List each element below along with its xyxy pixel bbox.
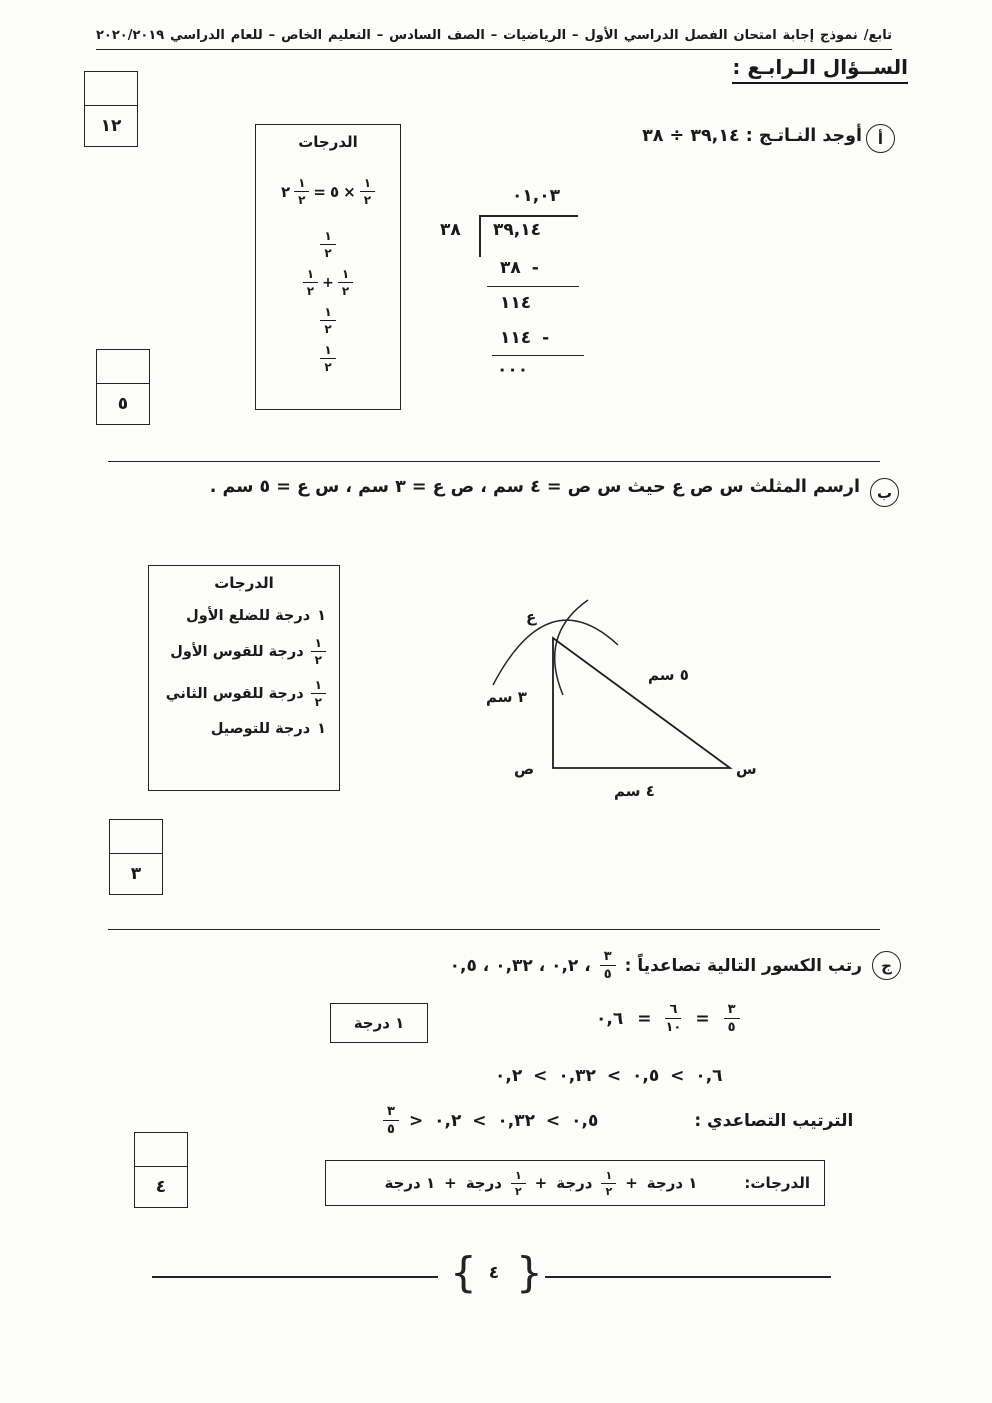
part-b-question: ارسم المثلث س ص ع حيث س ص = ٤ سم ، ص ع = ٣ سم ، س ع = ٥ سم . [209, 477, 860, 497]
vertex-label-sad: ص [514, 760, 535, 778]
half-fraction [303, 268, 318, 297]
equation-total-integer: ٢ [280, 182, 291, 201]
part-c-question-values: ، ٠,٢ ، ٠,٣٢ ، ٠,٥ [449, 955, 591, 976]
vertex-label-ain: ع [526, 608, 537, 626]
division-dividend: ٣٩,١٤ [493, 220, 541, 240]
fraction-numerator: ١ [320, 306, 335, 321]
three-fifths-fraction [724, 1003, 740, 1034]
fraction-denominator: ٢ [363, 193, 372, 207]
part-b-marks-rows [149, 608, 339, 737]
fraction-denominator: ٢ [306, 284, 315, 298]
score-box-part-a [96, 349, 150, 425]
part-b-marks-title: الدرجات [214, 574, 274, 592]
section-divider [108, 461, 880, 462]
minus-sign: - [542, 328, 552, 348]
marks-row [149, 721, 339, 737]
side-label-5cm: ٥ سم [648, 666, 689, 684]
decimal-result: ٠,٦ [596, 1008, 624, 1029]
division-divisor: ٣٨ [440, 220, 461, 240]
part-b-marker [870, 478, 899, 507]
fraction-numerator: ١ [320, 230, 335, 245]
fraction-numerator: ١ [511, 1170, 526, 1184]
part-b-marker-letter: ب [876, 483, 893, 502]
division-rule-1 [487, 286, 579, 287]
half-fraction [311, 679, 326, 708]
marks-row-text: درجة للقوس الثاني [165, 685, 304, 702]
fraction-denominator: ٢ [298, 193, 306, 207]
part-c-marker-letter: ج [881, 956, 892, 975]
half-fraction [320, 306, 335, 335]
side-label-4cm: ٤ سم [614, 782, 655, 800]
fraction-numerator: ٣ [724, 1003, 740, 1019]
side-label-3cm: ٣ سم [486, 688, 527, 706]
division-subtract-1-value: ٣٨ [500, 258, 521, 278]
vertex-label-seen: س [736, 760, 757, 778]
times-sign: × [343, 182, 356, 201]
fraction-numerator: ١ [311, 679, 326, 694]
part-a-marks-title: الدرجات [298, 133, 358, 151]
division-subtract-1 [500, 258, 541, 278]
division-quotient: ٠١,٠٣ [512, 186, 560, 206]
marks-one: ١ درجة [646, 1174, 698, 1192]
plus-sign: + [534, 1174, 548, 1192]
fraction-numerator: ١ [311, 637, 326, 652]
three-fifths-fraction [383, 1105, 399, 1136]
part-c-marks-box [325, 1160, 825, 1206]
score-box-part-a-value: ٥ [117, 394, 129, 414]
equation-five: ٥ [330, 182, 340, 201]
score-box-total-value: ١٢ [100, 116, 122, 136]
page-title: الســؤال الـرابـع : [732, 55, 908, 84]
half-fraction [320, 344, 335, 373]
part-a-marks-box [255, 124, 401, 410]
footer-brace-right: } [516, 1248, 543, 1297]
score-box-part-b [109, 819, 163, 895]
fraction-denominator: ٢ [341, 284, 350, 298]
fraction-numerator: ١ [601, 1170, 616, 1184]
triangle-drawing [468, 590, 788, 825]
ordering-sequence: > ٠,٥ > ٠,٣٢ > ٠,٢ [408, 1110, 599, 1131]
division-bracket-side [479, 215, 481, 257]
fraction-numerator: ١ [294, 177, 309, 192]
part-a-question: أوجد النـاتـج : ٣٩,١٤ ÷ ٣٨ [642, 126, 862, 146]
division-result: ٠٠٠ [497, 360, 529, 380]
marks-row [149, 637, 339, 666]
footer-page-number: ٤ [488, 1263, 500, 1283]
part-a-marker-letter: أ [877, 129, 884, 148]
six-tenths-fraction [665, 1003, 681, 1034]
half-fraction [360, 177, 375, 206]
compass-arc-2 [555, 600, 588, 695]
fraction-denominator: ٢ [324, 360, 332, 374]
fraction-numerator: ٦ [665, 1003, 681, 1019]
marks-row-text: درجة للضلع الأول [186, 608, 311, 624]
footer-rule-left [152, 1276, 438, 1278]
section-divider [108, 929, 880, 930]
footer-rule-right [545, 1276, 831, 1278]
part-c-working [596, 1003, 740, 1034]
fraction-numerator: ١ [303, 268, 318, 283]
footer-brace-left: { [450, 1248, 477, 1297]
part-c-question-label: رتب الكسور التالية تصاعدياً : [624, 955, 862, 976]
division-subtract-2-value: ١١٤ [500, 328, 532, 348]
document-header: تابع/ نموذج إجابة امتحان الفصل الدراسي الأول – الرياضيات – الصف السادس – التعليم الخاص – للعام الدراسي ٢٠٢٠/٢٠١٩ [96, 28, 892, 50]
fraction-denominator: ٢ [605, 1184, 613, 1198]
triangle-outline [553, 638, 730, 768]
fraction-denominator: ١٠ [665, 1020, 682, 1035]
part-c-comparison: ٠,٦ > ٠,٥ > ٠,٣٢ > ٠,٢ [495, 1066, 723, 1086]
part-a-marks-equation [256, 177, 400, 206]
marks-row-text: درجة للقوس الأول [170, 643, 304, 660]
marks-unit: درجة [465, 1174, 502, 1192]
equals-sign: = [637, 1008, 652, 1029]
one-mark-badge: ١ درجة [330, 1003, 428, 1043]
fraction-numerator: ٣ [383, 1105, 399, 1121]
part-c-marker [872, 951, 901, 980]
part-a-marks-breakdown [256, 230, 400, 373]
fraction-denominator: ٥ [603, 967, 612, 982]
equals-sign: = [695, 1008, 710, 1029]
score-box-part-b-empty-cell [110, 820, 162, 854]
ordering-label: الترتيب التصاعدي : [694, 1110, 854, 1131]
plus-sign: + [625, 1174, 638, 1192]
fraction-denominator: ٢ [314, 653, 322, 667]
part-a-marker [866, 124, 895, 153]
fraction-denominator: ٢ [514, 1184, 522, 1198]
half-fraction [311, 637, 326, 666]
score-box-part-a-empty-cell [97, 350, 149, 384]
marks-one-last: ١ درجة [384, 1174, 436, 1192]
fraction-denominator: ٢ [314, 695, 322, 709]
fraction-denominator: ٥ [387, 1122, 395, 1137]
marks-row-text: درجة للتوصيل [210, 721, 311, 737]
plus-sign: + [322, 274, 334, 291]
three-fifths-fraction [600, 950, 616, 981]
marks-row [149, 679, 339, 708]
fraction-denominator: ٢ [324, 246, 332, 260]
half-fraction [601, 1170, 616, 1197]
half-plus-half [303, 268, 353, 297]
fraction-numerator: ١ [338, 268, 353, 283]
marks-row-lead: ١ [317, 721, 326, 737]
fraction-numerator: ١ [360, 177, 375, 192]
score-box-total [84, 71, 138, 147]
half-fraction [320, 230, 335, 259]
score-box-part-c-empty-cell [135, 1133, 187, 1167]
fraction-numerator: ٣ [600, 950, 616, 966]
score-box-part-c [134, 1132, 188, 1208]
score-box-part-c-value: ٤ [155, 1177, 167, 1197]
part-c-question [450, 950, 862, 981]
fraction-denominator: ٥ [727, 1020, 736, 1035]
marks-unit: درجة [556, 1174, 593, 1192]
fraction-numerator: ١ [320, 344, 335, 359]
score-box-total-empty-cell [85, 72, 137, 106]
equals-sign: = [313, 182, 326, 201]
plus-sign: + [444, 1174, 457, 1192]
part-b-marks-box [148, 565, 340, 791]
division-subtract-2 [500, 328, 551, 348]
minus-sign: - [531, 258, 541, 278]
part-c-ordering [383, 1105, 853, 1136]
fraction-denominator: ٢ [324, 322, 332, 336]
half-fraction [294, 177, 309, 206]
division-rule-2 [492, 355, 584, 356]
score-box-part-b-value: ٣ [130, 864, 142, 884]
half-fraction [338, 268, 353, 297]
division-bracket-top [479, 215, 578, 217]
half-fraction [511, 1170, 526, 1197]
marks-row [149, 608, 339, 624]
marks-label: الدرجات: [744, 1174, 810, 1192]
marks-row-lead: ١ [317, 608, 326, 624]
division-remainder-1: ١١٤ [500, 293, 532, 313]
